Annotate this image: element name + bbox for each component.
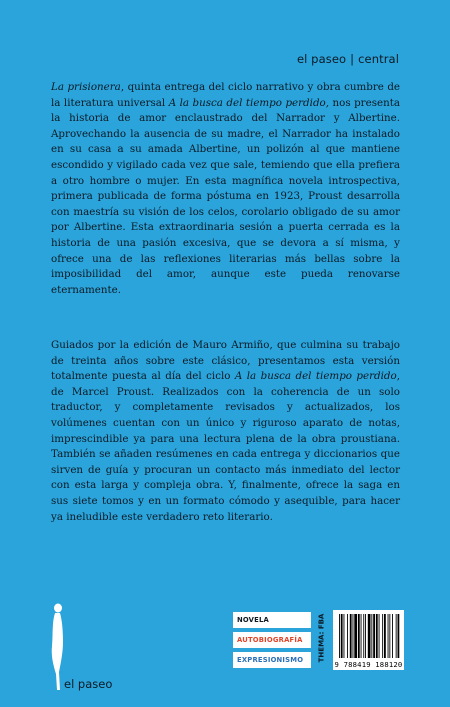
publisher-imprint (297, 52, 399, 66)
book-title: La prisionera (51, 81, 121, 93)
genre-tags (233, 612, 311, 668)
genre-tag-autobiografia: AUTOBIOGRAFÍA (233, 632, 311, 648)
edition-paragraph (51, 338, 400, 525)
edition-text-1: Guiados por la edición de Mauro Armiño, que culmina su trabajo de treinta años sobre este clásico, presentamos esta versión totalmente puesta al día del ciclo (51, 339, 400, 383)
imprint-separator: | (350, 52, 355, 66)
publisher-logo-label: el paseo (64, 677, 113, 691)
edition-text-2: , de Marcel Proust. Realizados con la coherencia de un solo traductor, y completamente revisados y actualizados, los volúmenes cuentan con un único y riguroso aparato de notas, imprescindible ya para una lectura plena de la obra proustiana. También se añaden resúmenes en cada entrega y diccionarios que sirven de guía y procuran un contacto más inmediato del lector con esta larga y compleja obra. Y, finalmente, ofrece la saga en sus siete tomos y en un formato cómodo y asequible, para hacer ya ineludible este verdadero reto literario. (51, 370, 400, 523)
thema-code (311, 614, 331, 662)
isbn-barcode (333, 610, 404, 670)
series-title-2: A la busca del tiempo perdido (234, 370, 397, 383)
thema-code-text: THEMA: FBA (317, 613, 326, 663)
series-title: A la busca del tiempo perdido, (168, 96, 330, 109)
imprint-name: el paseo (296, 52, 347, 66)
barcode-number: 9 788419 188120 (334, 660, 403, 669)
barcode-bars-icon (333, 610, 404, 660)
synopsis-text-1: , quinta entrega del ciclo narrativo y obra cumbre de la literatura universal (51, 81, 401, 109)
imprint-collection: central (358, 52, 399, 66)
genre-tag-novela: NOVELA (233, 612, 311, 628)
synopsis-text-2: nos presenta la historia de amor enclaustrado del Narrador y Albertine. Aprovechando la ausencia de su madre, el Narrador ha instalado en su casa a su amada Albertine, un polizón al que mantiene escondido y vigilado cada vez que sale, temiendo que ella prefiera a otro hombre o mujer. En esta magnífica novela introspectiva, primera publicada de forma póstuma en 1923, Proust desarrolla con maestría su visión de los celos, corolario obligado de su amor por Albertine. Esta extraordinaria sesión a puerta cerrada es la historia de una pasión excesiva, que se devora a sí misma, y ofrece una de las reflexiones literarias más bellas sobre la imposibilidad del amor, aunque este pueda renovarse eternamente. (51, 96, 400, 296)
synopsis-paragraph (51, 80, 400, 298)
genre-tag-expresionismo: EXPRESIONISMO (233, 652, 311, 668)
